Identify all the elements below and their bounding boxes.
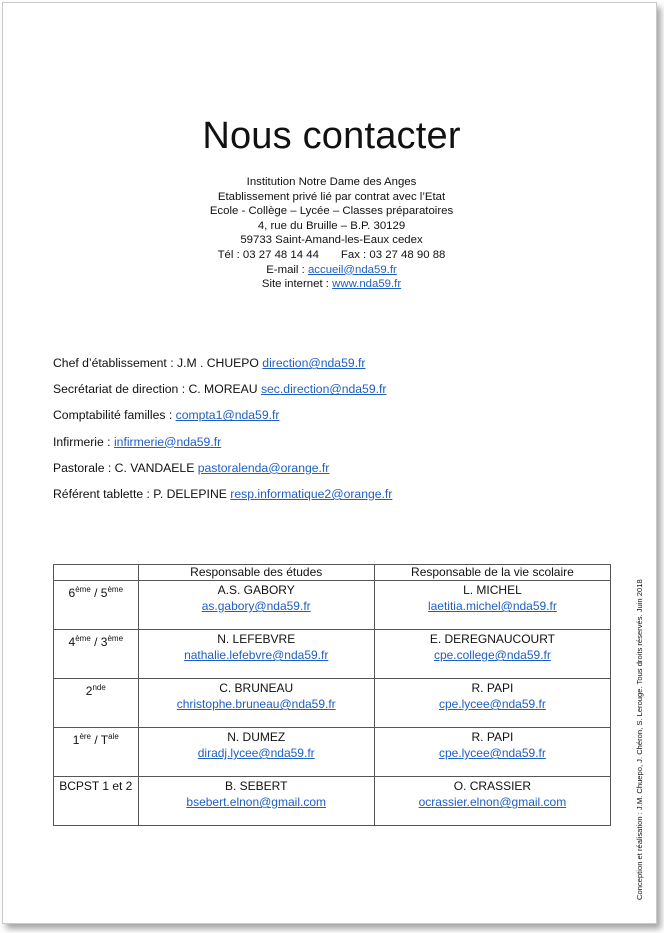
institution-status: Etablissement privé lié par contrat avec l’Etat xyxy=(217,190,446,203)
staff-table xyxy=(53,564,611,826)
etudes-cell xyxy=(138,777,374,826)
contact-secretariat xyxy=(53,381,613,407)
level-cell: 6ème / 5ème xyxy=(54,581,139,630)
etudes-name: B. SEBERT xyxy=(224,779,288,793)
contact-email-link[interactable]: infirmerie@nda59.fr xyxy=(113,434,222,449)
table-row xyxy=(54,777,611,826)
level-cell: BCPST 1 et 2 xyxy=(54,777,139,826)
level-cell: $1ère / T^{ale}$ xyxy=(54,728,139,777)
vie-cell xyxy=(374,777,610,826)
contact-infirmerie xyxy=(53,434,613,460)
header-level xyxy=(54,565,139,581)
etudes-email-link[interactable]: christophe.bruneau@nda59.fr xyxy=(176,697,336,711)
contact-label: Chef d’établissement : J.M . CHUEPO xyxy=(53,356,263,370)
vie-cell xyxy=(374,679,610,728)
vie-name: E. DEREGNAUCOURT xyxy=(429,632,555,646)
etudes-email-link[interactable]: bsebert.elnon@gmail.com xyxy=(186,795,326,809)
contact-comptabilite xyxy=(53,407,613,433)
vie-email-link[interactable]: cpe.lycee@nda59.fr xyxy=(438,746,546,760)
contact-list xyxy=(53,355,613,512)
etudes-name: C. BRUNEAU xyxy=(219,681,294,695)
phone-fax-line xyxy=(3,248,660,263)
contact-email-link[interactable]: pastoralenda@orange.fr xyxy=(197,460,330,475)
vie-cell xyxy=(374,630,610,679)
street-address: 4, rue du Bruille – B.P. 30129 xyxy=(257,219,406,232)
city-address: 59733 Saint-Amand-les-Eaux cedex xyxy=(240,234,423,247)
etudes-email-link[interactable]: diradj.lycee@nda59.fr xyxy=(197,746,315,760)
contact-label: Secrétariat de direction : C. MOREAU xyxy=(53,382,261,397)
vie-cell xyxy=(374,581,610,630)
table-header-row xyxy=(54,565,611,581)
vie-email-link[interactable]: ocrassier.elnon@gmail.com xyxy=(418,795,567,809)
website-label: Site internet : xyxy=(261,278,333,291)
level-cell: 2nde xyxy=(54,679,139,728)
level-cell: 4ème / 3ème xyxy=(54,630,139,679)
contact-pastorale xyxy=(53,460,613,486)
etudes-name: A.S. GABORY xyxy=(217,583,295,597)
etudes-cell xyxy=(138,581,374,630)
credits-text: Conception et réalisation : J.M. Chuepo, J. Chéron, S. Lerouge. Tous droits réservés. Juin 2018 xyxy=(635,579,644,900)
contact-email-link[interactable]: direction@nda59.fr xyxy=(262,356,366,370)
contact-label: Référent tablette : P. DELEPINE xyxy=(53,486,231,501)
page-title: Nous contacter xyxy=(202,115,461,157)
etudes-cell xyxy=(138,679,374,728)
contact-referent-tablette xyxy=(53,486,613,512)
header-vie-scolaire: Responsable de la vie scolaire xyxy=(374,565,610,581)
email-label: E-mail : xyxy=(266,263,308,276)
phone-number: Tél : 03 27 48 14 44 xyxy=(217,248,319,261)
email-line xyxy=(3,263,660,278)
institution-levels: Ecole - Collège – Lycée – Classes préparatoires xyxy=(209,205,454,218)
etudes-cell xyxy=(138,728,374,777)
vie-name: R. PAPI xyxy=(471,681,514,695)
vie-name: L. MICHEL xyxy=(463,583,522,597)
vie-email-link[interactable]: cpe.lycee@nda59.fr xyxy=(438,697,546,711)
etudes-name: N. LEFEBVRE xyxy=(217,632,296,646)
vie-email-link[interactable]: laetitia.michel@nda59.fr xyxy=(427,599,557,613)
table-row xyxy=(54,679,611,728)
table-row xyxy=(54,581,611,630)
contact-email-link[interactable]: resp.informatique2@orange.fr xyxy=(230,486,393,501)
etudes-name: N. DUMEZ xyxy=(227,730,286,744)
vie-name: O. CRASSIER xyxy=(453,779,532,793)
website-link[interactable]: www.nda59.fr xyxy=(332,278,402,291)
vie-email-link[interactable]: cpe.college@nda59.fr xyxy=(433,648,551,662)
contact-label: Comptabilité familles : xyxy=(53,408,176,423)
contact-email-link[interactable]: sec.direction@nda59.fr xyxy=(260,382,387,397)
etudes-email-link[interactable]: nathalie.lefebvre@nda59.fr xyxy=(184,648,329,662)
vie-name: R. PAPI xyxy=(471,730,514,744)
contact-label: Pastorale : C. VANDAELE xyxy=(53,460,198,475)
etudes-email-link[interactable]: as.gabory@nda59.fr xyxy=(201,599,311,613)
header-etudes: Responsable des études xyxy=(138,565,374,581)
document-page xyxy=(2,2,657,924)
vie-cell xyxy=(374,728,610,777)
accueil-email-link[interactable]: accueil@nda59.fr xyxy=(307,263,397,276)
address-block xyxy=(3,175,660,292)
contact-label: Infirmerie : xyxy=(53,434,114,449)
table-row xyxy=(54,728,611,777)
contact-email-link[interactable]: compta1@nda59.fr xyxy=(175,408,280,423)
website-line xyxy=(3,277,660,292)
etudes-cell xyxy=(138,630,374,679)
contact-direction xyxy=(53,355,613,381)
table-row xyxy=(54,630,611,679)
fax-number: Fax : 03 27 48 90 88 xyxy=(340,248,446,261)
institution-name: Institution Notre Dame des Anges xyxy=(246,176,417,188)
